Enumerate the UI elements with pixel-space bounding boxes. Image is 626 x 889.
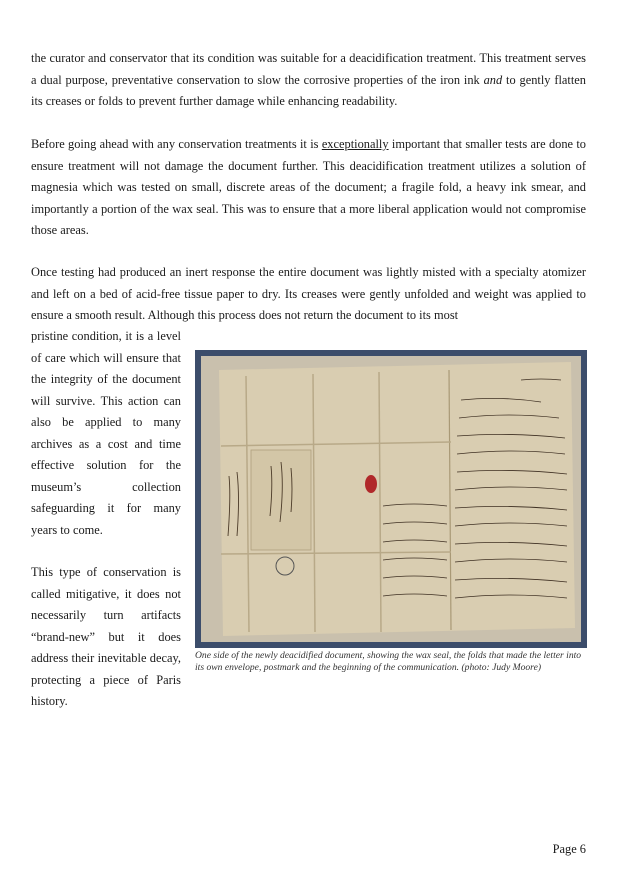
- deacidified-letter-illustration: [201, 356, 581, 642]
- page-number: Page 6: [552, 842, 586, 856]
- photo-caption: One side of the newly deacidified document, showing the wax seal, the folds that made the letter into its own envelope, postmark and the beginning of the communication. (photo: Judy Moore): [195, 650, 582, 674]
- paragraph-intro: the curator and conservator that its condition was suitable for a deacidification treatment. This treatment serves a dual purpose, preventative conservation to slow the corrosive properties of the iron ink and to gently flatten its creases or folds to prevent further damage while enhancing readability.: [31, 51, 586, 108]
- paragraph-mitigative: This type of conservation is called mitigative, it does not necessarily turn artifacts “brand-new” but it does address their inevitable decay, protecting a piece of Paris history.: [31, 565, 181, 708]
- wax-seal: [365, 475, 377, 493]
- paragraph-treatment-continued: pristine condition, it is a level of care which will ensure that the integrity of the document will survive. This action can also be applied to many archives as a cost and time effective solution for the museum’s collection safeguarding it for many years to come.: [31, 329, 181, 537]
- letter-image: [201, 356, 581, 642]
- paragraph-tests: Before going ahead with any conservation treatments it is exceptionally important that smaller tests are done to ensure treatment will not damage the document further. This deacidification treatment utilizes a solution of magnesia which was tested on small, discrete areas of the document; a fragile fold, a heavy ink smear, and importantly a portion of the wax seal. This was to ensure that a more liberal application would not compromise those areas.: [31, 137, 586, 237]
- paragraph-treatment: Once testing had produced an inert response the entire document was lightly misted with a specialty atomizer and left on a bed of acid-free tissue paper to dry. Its creases were gently unfolded and weight was applied to ensure a smooth result. Although this process does not return the document to its most: [31, 265, 586, 322]
- document-photo: [195, 350, 587, 648]
